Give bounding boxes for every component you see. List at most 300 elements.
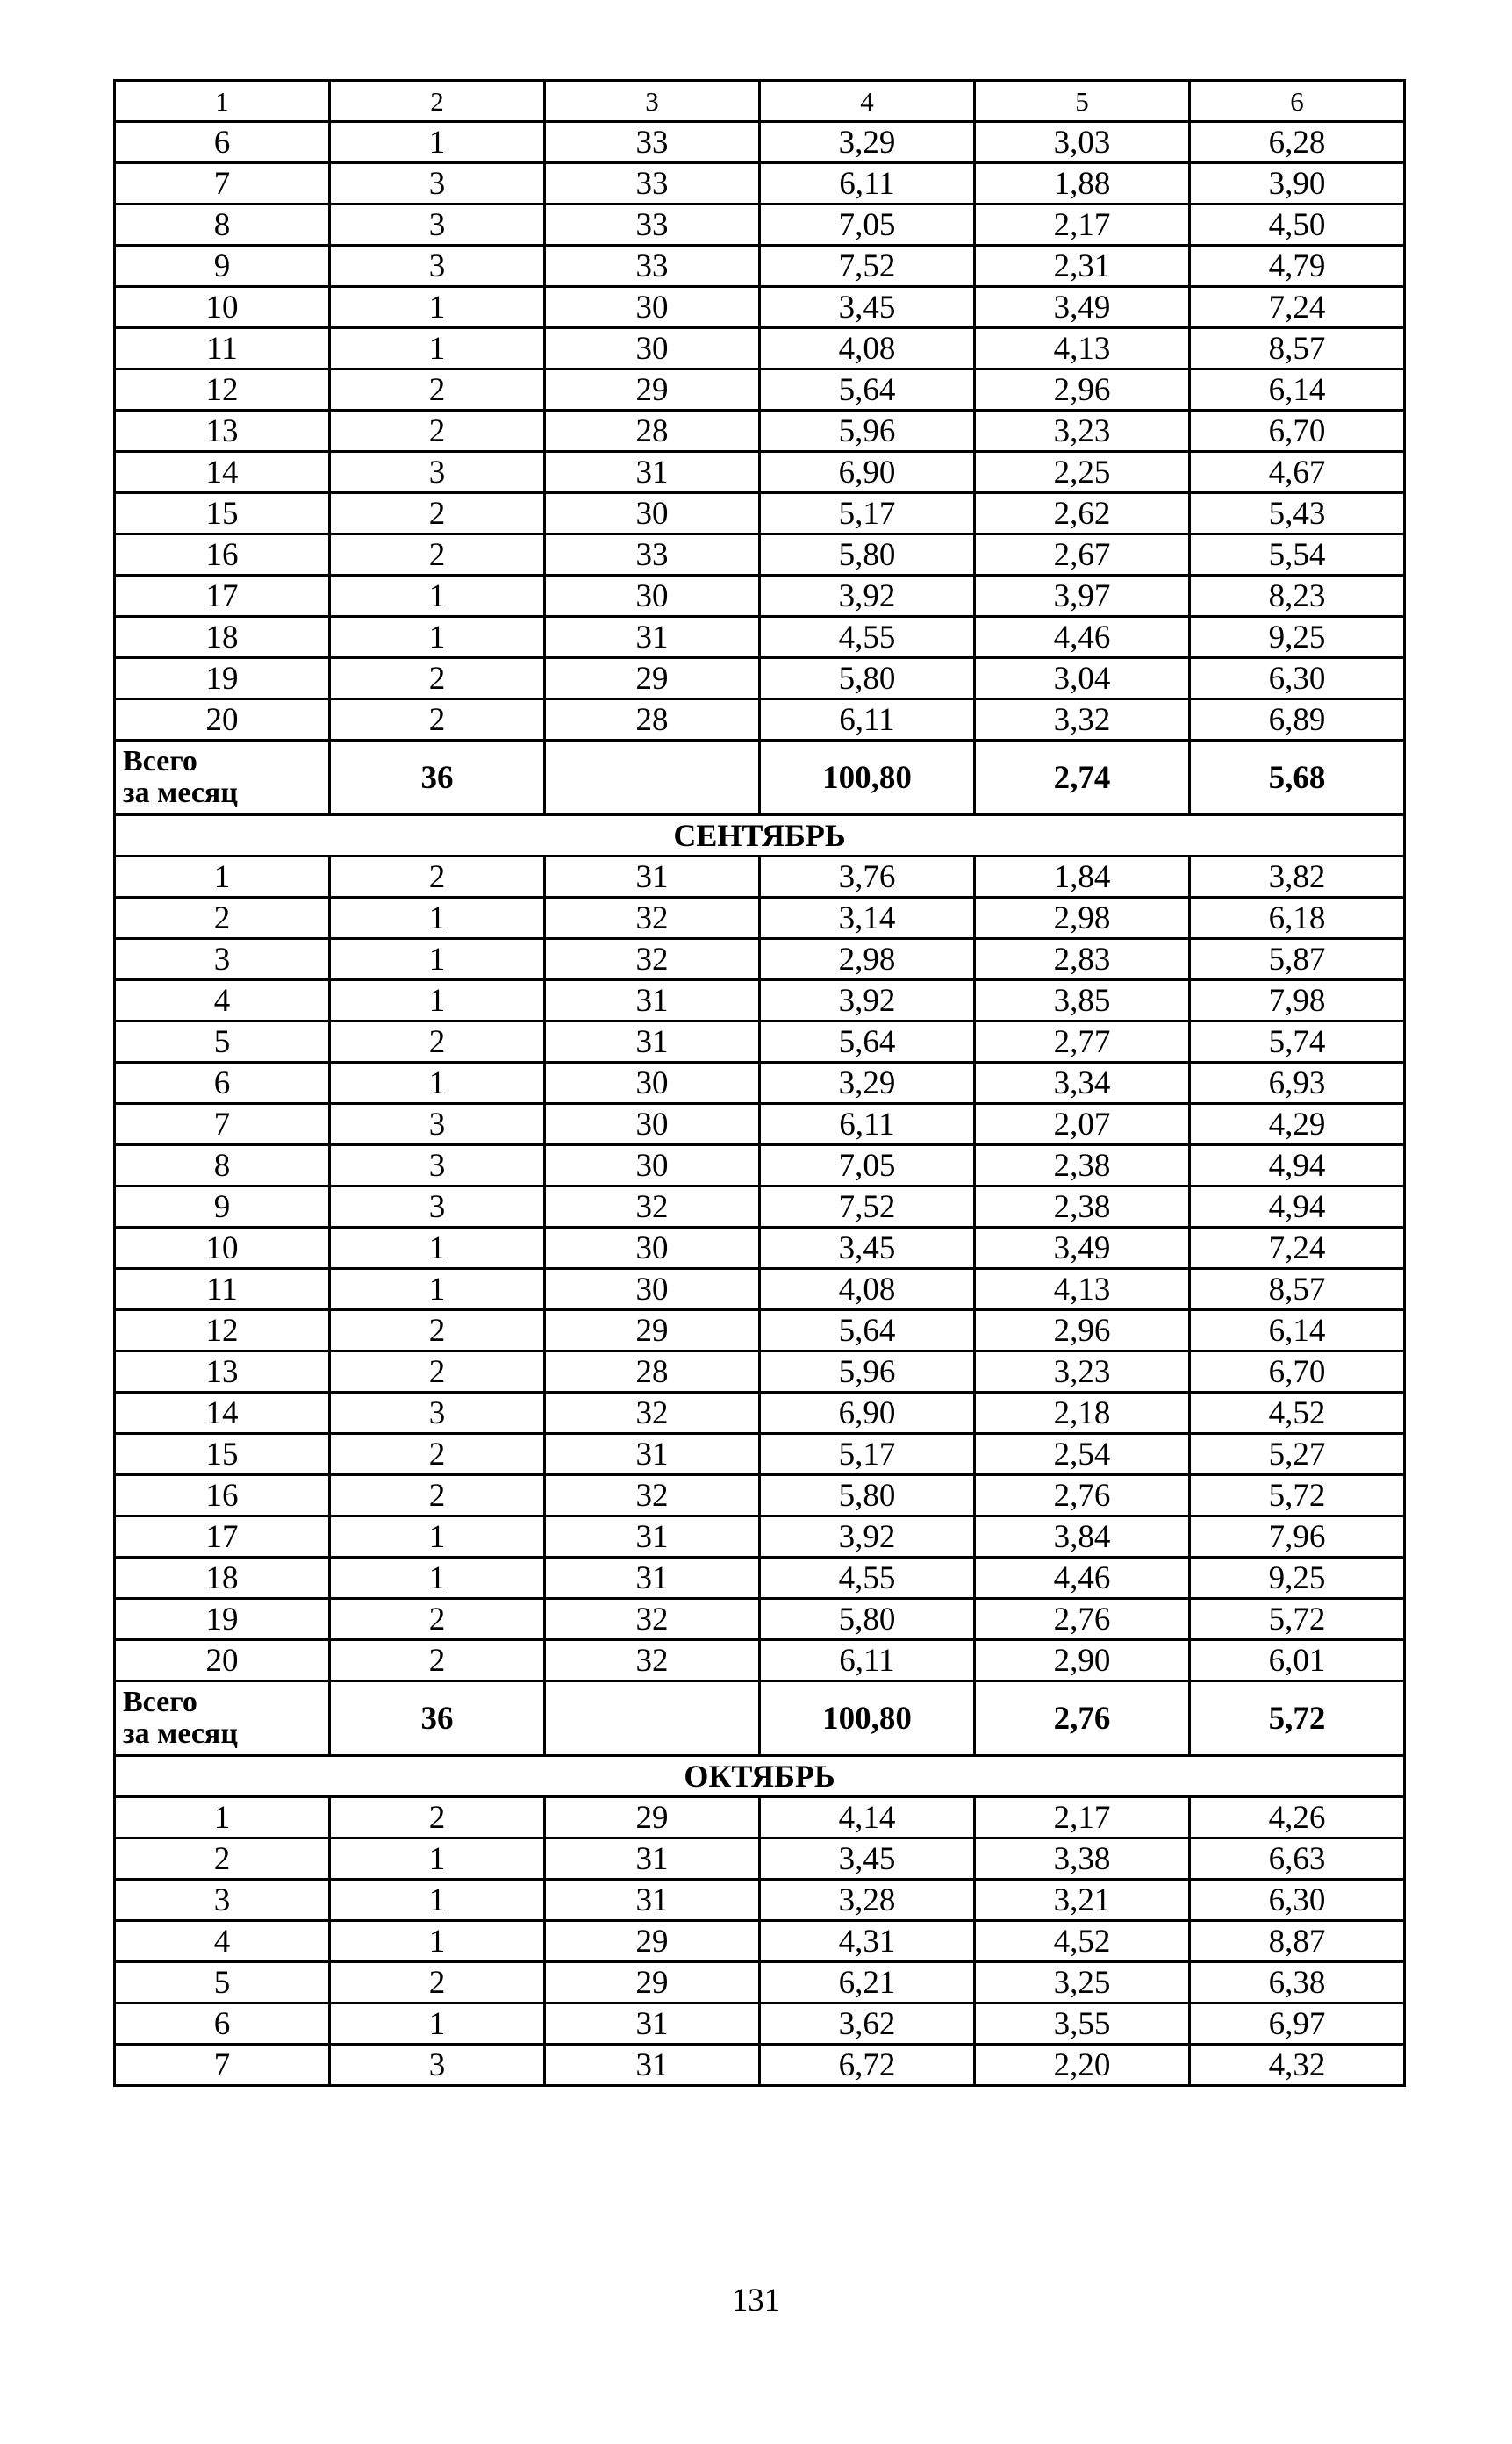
table-cell: 1 bbox=[330, 980, 545, 1021]
table-cell: 18 bbox=[115, 1558, 330, 1599]
table-cell: 33 bbox=[545, 122, 760, 163]
table-cell: 5,17 bbox=[760, 1434, 975, 1475]
table-row bbox=[115, 1880, 1405, 1921]
table-row bbox=[115, 411, 1405, 452]
table-cell: 8 bbox=[115, 1145, 330, 1186]
table-cell: 4,79 bbox=[1190, 246, 1405, 287]
table-cell: 12 bbox=[115, 1310, 330, 1351]
table-cell: 7 bbox=[115, 163, 330, 204]
table-cell: 2,90 bbox=[975, 1640, 1190, 1681]
table-cell: 2,98 bbox=[975, 898, 1190, 939]
table-cell: 4 bbox=[115, 980, 330, 1021]
table-cell: 5,96 bbox=[760, 1351, 975, 1393]
table-cell: 6 bbox=[115, 1063, 330, 1104]
table-cell: 5,64 bbox=[760, 1021, 975, 1063]
table-cell: 6,72 bbox=[760, 2045, 975, 2086]
table-cell: 3 bbox=[330, 2045, 545, 2086]
table-cell: 2,67 bbox=[975, 534, 1190, 576]
table-cell: 30 bbox=[545, 1269, 760, 1310]
table-cell: 3,84 bbox=[975, 1516, 1190, 1558]
table-cell: 3 bbox=[330, 246, 545, 287]
table-row bbox=[115, 699, 1405, 741]
table-row bbox=[115, 1351, 1405, 1393]
table-cell: 2 bbox=[330, 1434, 545, 1475]
table-cell: 3,25 bbox=[975, 1962, 1190, 2003]
table-cell: 3,45 bbox=[760, 1228, 975, 1269]
table-cell: 29 bbox=[545, 658, 760, 699]
table-cell: 2,38 bbox=[975, 1186, 1190, 1228]
table-cell: 31 bbox=[545, 980, 760, 1021]
table-cell: 5,72 bbox=[1190, 1475, 1405, 1516]
table-cell: 5,54 bbox=[1190, 534, 1405, 576]
table-cell: 3 bbox=[330, 1104, 545, 1145]
table-row bbox=[115, 246, 1405, 287]
table-cell: 30 bbox=[545, 287, 760, 328]
table-cell: 3,62 bbox=[760, 2003, 975, 2045]
table-cell: 3 bbox=[115, 939, 330, 980]
table-row bbox=[115, 1021, 1405, 1063]
table-cell: 5,87 bbox=[1190, 939, 1405, 980]
total-cell: 36 bbox=[330, 741, 545, 815]
table-cell: 3,55 bbox=[975, 2003, 1190, 2045]
table-cell: 4,08 bbox=[760, 1269, 975, 1310]
table-cell: 3,29 bbox=[760, 1063, 975, 1104]
table-row bbox=[115, 1104, 1405, 1145]
table-cell: 2 bbox=[115, 898, 330, 939]
table-row bbox=[115, 1310, 1405, 1351]
table-cell: 7,24 bbox=[1190, 287, 1405, 328]
table-cell: 8,57 bbox=[1190, 1269, 1405, 1310]
table-cell: 32 bbox=[545, 1475, 760, 1516]
table-cell: 28 bbox=[545, 699, 760, 741]
table-cell: 18 bbox=[115, 617, 330, 658]
table-cell: 17 bbox=[115, 1516, 330, 1558]
table-cell: 2 bbox=[330, 856, 545, 898]
table-cell: 6,28 bbox=[1190, 122, 1405, 163]
table-cell: 30 bbox=[545, 493, 760, 534]
table-row bbox=[115, 856, 1405, 898]
table-row bbox=[115, 658, 1405, 699]
table-cell: 31 bbox=[545, 1838, 760, 1880]
table-cell: 5,80 bbox=[760, 1599, 975, 1640]
table-cell: 3,23 bbox=[975, 411, 1190, 452]
table-cell: 6,11 bbox=[760, 1104, 975, 1145]
column-header: 5 bbox=[975, 81, 1190, 122]
table-cell: 3,97 bbox=[975, 576, 1190, 617]
table-cell: 2,54 bbox=[975, 1434, 1190, 1475]
table-cell: 2 bbox=[330, 411, 545, 452]
table-cell: 6,90 bbox=[760, 452, 975, 493]
table-row bbox=[115, 493, 1405, 534]
table-cell: 2 bbox=[330, 1310, 545, 1351]
table-cell: 31 bbox=[545, 1558, 760, 1599]
table-cell: 28 bbox=[545, 1351, 760, 1393]
table-cell: 5,64 bbox=[760, 369, 975, 411]
table-cell: 33 bbox=[545, 163, 760, 204]
table-cell: 29 bbox=[545, 1962, 760, 2003]
table-row bbox=[115, 1599, 1405, 1640]
total-cell: 2,76 bbox=[975, 1681, 1190, 1756]
table-cell: 2 bbox=[330, 1021, 545, 1063]
table-cell: 6,14 bbox=[1190, 1310, 1405, 1351]
table-cell: 5,43 bbox=[1190, 493, 1405, 534]
table-cell: 19 bbox=[115, 658, 330, 699]
table-cell: 9 bbox=[115, 246, 330, 287]
table-row bbox=[115, 1558, 1405, 1599]
table-cell: 4,46 bbox=[975, 1558, 1190, 1599]
table-cell: 5 bbox=[115, 1021, 330, 1063]
table-cell: 2,77 bbox=[975, 1021, 1190, 1063]
table-cell: 4,13 bbox=[975, 328, 1190, 369]
table-cell: 1 bbox=[330, 1838, 545, 1880]
table-cell: 11 bbox=[115, 1269, 330, 1310]
table-cell: 31 bbox=[545, 1021, 760, 1063]
table-cell: 15 bbox=[115, 493, 330, 534]
table-cell: 4,55 bbox=[760, 617, 975, 658]
table-cell: 6,14 bbox=[1190, 369, 1405, 411]
table-cell: 5,27 bbox=[1190, 1434, 1405, 1475]
table-cell: 6,97 bbox=[1190, 2003, 1405, 2045]
table-cell: 2,31 bbox=[975, 246, 1190, 287]
table-cell: 32 bbox=[545, 1393, 760, 1434]
table-cell: 4,52 bbox=[975, 1921, 1190, 1962]
table-cell: 2,76 bbox=[975, 1599, 1190, 1640]
table-cell: 4,67 bbox=[1190, 452, 1405, 493]
table-cell: 2,20 bbox=[975, 2045, 1190, 2086]
table-row bbox=[115, 2003, 1405, 2045]
total-cell bbox=[545, 1681, 760, 1756]
total-cell: 5,68 bbox=[1190, 741, 1405, 815]
table-cell: 6,93 bbox=[1190, 1063, 1405, 1104]
table-cell: 30 bbox=[545, 328, 760, 369]
table-cell: 31 bbox=[545, 1434, 760, 1475]
table-cell: 6 bbox=[115, 122, 330, 163]
table-cell: 1 bbox=[330, 2003, 545, 2045]
table-cell: 2,62 bbox=[975, 493, 1190, 534]
table-cell: 3,92 bbox=[760, 1516, 975, 1558]
table-cell: 3 bbox=[330, 1393, 545, 1434]
table-cell: 20 bbox=[115, 699, 330, 741]
table-row bbox=[115, 1269, 1405, 1310]
table-cell: 2 bbox=[115, 1838, 330, 1880]
table-cell: 2,17 bbox=[975, 1797, 1190, 1838]
table-cell: 2,98 bbox=[760, 939, 975, 980]
table-cell: 31 bbox=[545, 1880, 760, 1921]
total-cell bbox=[545, 741, 760, 815]
table-cell: 12 bbox=[115, 369, 330, 411]
table-cell: 7,96 bbox=[1190, 1516, 1405, 1558]
table-cell: 2 bbox=[330, 1599, 545, 1640]
table-cell: 30 bbox=[545, 576, 760, 617]
table-cell: 3,45 bbox=[760, 1838, 975, 1880]
table-cell: 6,30 bbox=[1190, 1880, 1405, 1921]
table-cell: 2,83 bbox=[975, 939, 1190, 980]
table-cell: 1 bbox=[330, 576, 545, 617]
table-row bbox=[115, 122, 1405, 163]
total-cell: 36 bbox=[330, 1681, 545, 1756]
table-cell: 3,92 bbox=[760, 980, 975, 1021]
table-cell: 6 bbox=[115, 2003, 330, 2045]
table-cell: 3,23 bbox=[975, 1351, 1190, 1393]
table-cell: 6,11 bbox=[760, 1640, 975, 1681]
table-cell: 33 bbox=[545, 204, 760, 246]
table-row bbox=[115, 898, 1405, 939]
month-heading-row bbox=[115, 815, 1405, 856]
table-cell: 6,70 bbox=[1190, 411, 1405, 452]
table-row bbox=[115, 1797, 1405, 1838]
total-cell: 2,74 bbox=[975, 741, 1190, 815]
data-table bbox=[113, 79, 1406, 2087]
table-cell: 3,34 bbox=[975, 1063, 1190, 1104]
table-cell: 8,23 bbox=[1190, 576, 1405, 617]
table-cell: 1 bbox=[330, 1063, 545, 1104]
table-cell: 28 bbox=[545, 411, 760, 452]
table-cell: 3 bbox=[330, 452, 545, 493]
table-cell: 1 bbox=[115, 856, 330, 898]
table-row bbox=[115, 1962, 1405, 2003]
table-cell: 4,50 bbox=[1190, 204, 1405, 246]
table-cell: 14 bbox=[115, 1393, 330, 1434]
table-cell: 2 bbox=[330, 1640, 545, 1681]
month-heading-row bbox=[115, 1756, 1405, 1797]
table-cell: 3,92 bbox=[760, 576, 975, 617]
table-cell: 4,46 bbox=[975, 617, 1190, 658]
column-header: 4 bbox=[760, 81, 975, 122]
table-cell: 1 bbox=[330, 1516, 545, 1558]
table-cell: 6,70 bbox=[1190, 1351, 1405, 1393]
table-row bbox=[115, 1434, 1405, 1475]
column-header: 3 bbox=[545, 81, 760, 122]
table-cell: 6,30 bbox=[1190, 658, 1405, 699]
table-cell: 6,21 bbox=[760, 1962, 975, 2003]
table-cell: 4,31 bbox=[760, 1921, 975, 1962]
table-cell: 1 bbox=[330, 122, 545, 163]
table-cell: 33 bbox=[545, 534, 760, 576]
table-cell: 5,17 bbox=[760, 493, 975, 534]
table-cell: 2 bbox=[330, 1797, 545, 1838]
table-cell: 7,52 bbox=[760, 246, 975, 287]
table-cell: 3,82 bbox=[1190, 856, 1405, 898]
table-cell: 4,14 bbox=[760, 1797, 975, 1838]
table-cell: 13 bbox=[115, 1351, 330, 1393]
column-header: 6 bbox=[1190, 81, 1405, 122]
table-body bbox=[115, 81, 1405, 2086]
table-cell: 16 bbox=[115, 534, 330, 576]
table-cell: 1,84 bbox=[975, 856, 1190, 898]
table-cell: 31 bbox=[545, 452, 760, 493]
table-cell: 2,96 bbox=[975, 369, 1190, 411]
table-cell: 2 bbox=[330, 1475, 545, 1516]
table-cell: 2,76 bbox=[975, 1475, 1190, 1516]
table-cell: 19 bbox=[115, 1599, 330, 1640]
table-cell: 2,38 bbox=[975, 1145, 1190, 1186]
table-cell: 5,74 bbox=[1190, 1021, 1405, 1063]
total-label bbox=[115, 741, 330, 815]
table-cell: 5,96 bbox=[760, 411, 975, 452]
table-cell: 11 bbox=[115, 328, 330, 369]
table-cell: 29 bbox=[545, 369, 760, 411]
table-cell: 6,18 bbox=[1190, 898, 1405, 939]
table-cell: 31 bbox=[545, 617, 760, 658]
table-cell: 4,08 bbox=[760, 328, 975, 369]
table-row bbox=[115, 1393, 1405, 1434]
table-row bbox=[115, 2045, 1405, 2086]
table-cell: 5,64 bbox=[760, 1310, 975, 1351]
table-cell: 29 bbox=[545, 1921, 760, 1962]
table-cell: 1 bbox=[330, 1880, 545, 1921]
table-cell: 30 bbox=[545, 1228, 760, 1269]
table-cell: 3,28 bbox=[760, 1880, 975, 1921]
table-cell: 4,94 bbox=[1190, 1186, 1405, 1228]
table-row bbox=[115, 1640, 1405, 1681]
table-row bbox=[115, 980, 1405, 1021]
table-cell: 6,01 bbox=[1190, 1640, 1405, 1681]
column-header: 1 bbox=[115, 81, 330, 122]
table-cell: 3,38 bbox=[975, 1838, 1190, 1880]
table-cell: 3,90 bbox=[1190, 163, 1405, 204]
table-row bbox=[115, 204, 1405, 246]
table-cell: 4,29 bbox=[1190, 1104, 1405, 1145]
table-cell: 1 bbox=[330, 287, 545, 328]
table-cell: 9 bbox=[115, 1186, 330, 1228]
table-cell: 7,52 bbox=[760, 1186, 975, 1228]
table-row bbox=[115, 1921, 1405, 1962]
table-row bbox=[115, 328, 1405, 369]
table-cell: 20 bbox=[115, 1640, 330, 1681]
table-cell: 8 bbox=[115, 204, 330, 246]
table-cell: 4,55 bbox=[760, 1558, 975, 1599]
table-cell: 6,11 bbox=[760, 163, 975, 204]
table-cell: 1 bbox=[330, 328, 545, 369]
table-cell: 6,90 bbox=[760, 1393, 975, 1434]
table-cell: 29 bbox=[545, 1797, 760, 1838]
table-row bbox=[115, 576, 1405, 617]
table-cell: 7,98 bbox=[1190, 980, 1405, 1021]
table-row bbox=[115, 452, 1405, 493]
table-cell: 30 bbox=[545, 1145, 760, 1186]
table-cell: 33 bbox=[545, 246, 760, 287]
table-cell: 7 bbox=[115, 1104, 330, 1145]
table-cell: 4,32 bbox=[1190, 2045, 1405, 2086]
table-cell: 1 bbox=[330, 1558, 545, 1599]
table-cell: 5,80 bbox=[760, 658, 975, 699]
column-header-row bbox=[115, 81, 1405, 122]
total-label-line1: Всего bbox=[123, 745, 197, 778]
table-cell: 1 bbox=[330, 1921, 545, 1962]
table-cell: 2 bbox=[330, 1351, 545, 1393]
table-cell: 3,49 bbox=[975, 1228, 1190, 1269]
page-number: 131 bbox=[731, 2283, 781, 2319]
table-row bbox=[115, 1186, 1405, 1228]
table-cell: 4,13 bbox=[975, 1269, 1190, 1310]
table-cell: 17 bbox=[115, 576, 330, 617]
table-cell: 1 bbox=[330, 1228, 545, 1269]
table-cell: 31 bbox=[545, 856, 760, 898]
table-cell: 3,76 bbox=[760, 856, 975, 898]
table-cell: 7,05 bbox=[760, 1145, 975, 1186]
table-cell: 2,07 bbox=[975, 1104, 1190, 1145]
table-cell: 15 bbox=[115, 1434, 330, 1475]
table-cell: 2,25 bbox=[975, 452, 1190, 493]
table-cell: 29 bbox=[545, 1310, 760, 1351]
table-cell: 3,32 bbox=[975, 699, 1190, 741]
table-cell: 8,87 bbox=[1190, 1921, 1405, 1962]
table-cell: 4,52 bbox=[1190, 1393, 1405, 1434]
table-row bbox=[115, 1838, 1405, 1880]
total-row bbox=[115, 1681, 1405, 1756]
table-cell: 30 bbox=[545, 1063, 760, 1104]
total-label-line1: Всего bbox=[123, 1686, 197, 1719]
table-cell: 1 bbox=[330, 939, 545, 980]
table-cell: 3 bbox=[330, 1145, 545, 1186]
table-cell: 30 bbox=[545, 1104, 760, 1145]
table-cell: 2 bbox=[330, 534, 545, 576]
month-heading: ОКТЯБРЬ bbox=[115, 1756, 1405, 1797]
table-cell: 5,80 bbox=[760, 534, 975, 576]
table-row bbox=[115, 1145, 1405, 1186]
table-cell: 7,24 bbox=[1190, 1228, 1405, 1269]
table-cell: 10 bbox=[115, 1228, 330, 1269]
table-cell: 32 bbox=[545, 1640, 760, 1681]
table-cell: 2 bbox=[330, 493, 545, 534]
total-label-line2: за месяц bbox=[123, 1717, 238, 1750]
table-cell: 4 bbox=[115, 1921, 330, 1962]
table-cell: 2 bbox=[330, 369, 545, 411]
table-cell: 6,11 bbox=[760, 699, 975, 741]
table-cell: 7,05 bbox=[760, 204, 975, 246]
table-row bbox=[115, 534, 1405, 576]
table-cell: 5,72 bbox=[1190, 1599, 1405, 1640]
table-row bbox=[115, 1516, 1405, 1558]
table-cell: 3 bbox=[330, 163, 545, 204]
table-cell: 3,04 bbox=[975, 658, 1190, 699]
table-cell: 3 bbox=[115, 1880, 330, 1921]
table-cell: 6,89 bbox=[1190, 699, 1405, 741]
table-cell: 5 bbox=[115, 1962, 330, 2003]
table-row bbox=[115, 163, 1405, 204]
table-cell: 3,29 bbox=[760, 122, 975, 163]
table-cell: 31 bbox=[545, 2045, 760, 2086]
table-cell: 1,88 bbox=[975, 163, 1190, 204]
table-cell: 3,49 bbox=[975, 287, 1190, 328]
table-cell: 1 bbox=[330, 1269, 545, 1310]
table-cell: 14 bbox=[115, 452, 330, 493]
table-cell: 9,25 bbox=[1190, 1558, 1405, 1599]
table-cell: 4,94 bbox=[1190, 1145, 1405, 1186]
table-cell: 32 bbox=[545, 898, 760, 939]
table-cell: 4,26 bbox=[1190, 1797, 1405, 1838]
total-cell: 100,80 bbox=[760, 741, 975, 815]
total-cell: 5,72 bbox=[1190, 1681, 1405, 1756]
table-cell: 8,57 bbox=[1190, 328, 1405, 369]
table-cell: 2 bbox=[330, 699, 545, 741]
table-cell: 2 bbox=[330, 1962, 545, 2003]
table-cell: 6,63 bbox=[1190, 1838, 1405, 1880]
table-cell: 3 bbox=[330, 1186, 545, 1228]
table-cell: 6,38 bbox=[1190, 1962, 1405, 2003]
table-cell: 1 bbox=[330, 617, 545, 658]
table-cell: 1 bbox=[330, 898, 545, 939]
table-row bbox=[115, 369, 1405, 411]
table-cell: 3,85 bbox=[975, 980, 1190, 1021]
table-cell: 32 bbox=[545, 1599, 760, 1640]
column-header: 2 bbox=[330, 81, 545, 122]
table-cell: 16 bbox=[115, 1475, 330, 1516]
table-cell: 2,18 bbox=[975, 1393, 1190, 1434]
table-cell: 2,17 bbox=[975, 204, 1190, 246]
table-cell: 32 bbox=[545, 939, 760, 980]
total-label-line2: за месяц bbox=[123, 777, 238, 809]
